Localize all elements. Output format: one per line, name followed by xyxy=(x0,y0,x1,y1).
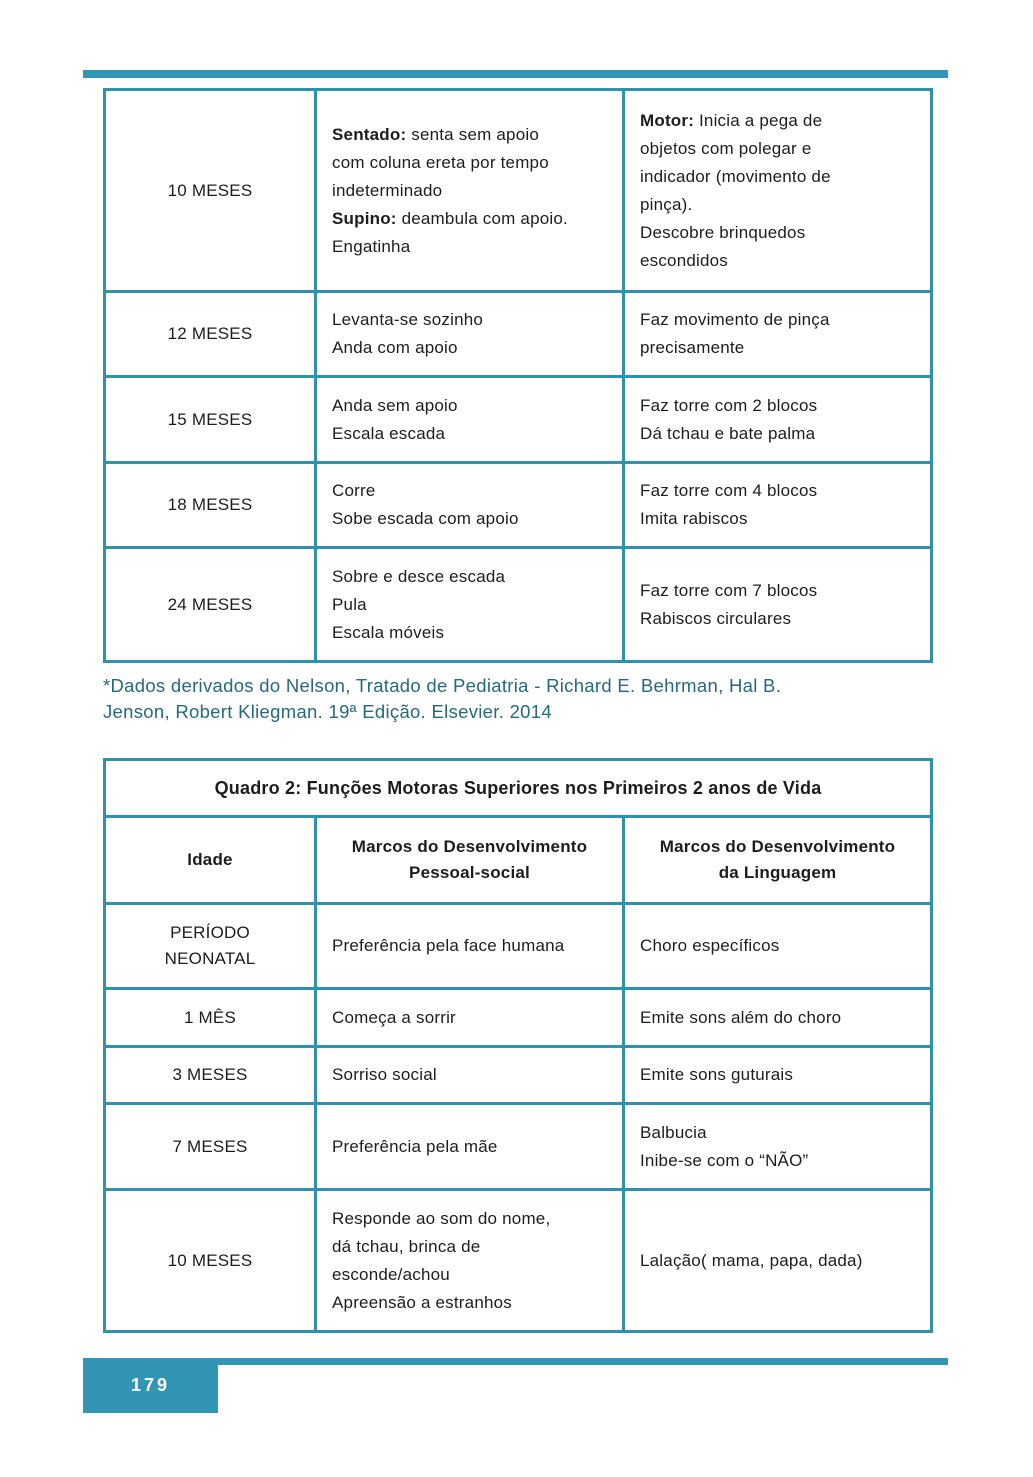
table1-row xyxy=(105,90,932,292)
age-cell: 24 MESES xyxy=(105,548,316,662)
table1-row xyxy=(105,548,932,662)
quadro2-table xyxy=(103,758,933,1333)
table2-row xyxy=(105,1104,932,1190)
age-cell: 1 MÊS xyxy=(105,989,316,1047)
motor-milestones-table xyxy=(103,88,933,663)
table1-row xyxy=(105,292,932,377)
page-number: 179 xyxy=(130,1375,171,1395)
quadro2-title: Quadro 2: Funções Motoras Superiores nos Primeiros 2 anos de Vida xyxy=(105,760,932,817)
quadro2-header-row xyxy=(105,817,932,904)
page-number-badge xyxy=(83,1358,218,1413)
milestone-cell-left: Sorriso social xyxy=(316,1047,624,1104)
milestone-cell-left: Preferência pela mãe xyxy=(316,1104,624,1190)
milestone-cell-left: Responde ao som do nome, dá tchau, brinca de esconde/achou Apreensão a estranhos xyxy=(316,1190,624,1332)
milestone-cell-right: Faz torre com 4 blocos Imita rabiscos xyxy=(624,463,932,548)
milestone-cell-right: Lalação( mama, papa, dada) xyxy=(624,1190,932,1332)
source-footnote-line: Jenson, Robert Kliegman. 19ª Edição. Elsevier. 2014 xyxy=(103,701,552,722)
milestone-cell-right: Faz movimento de pinça precisamente xyxy=(624,292,932,377)
milestone-cell-left: Preferência pela face humana xyxy=(316,904,624,989)
age-cell: 10 MESES xyxy=(105,90,316,292)
table1-row xyxy=(105,463,932,548)
age-cell: 18 MESES xyxy=(105,463,316,548)
source-footnote-line: *Dados derivados do Nelson, Tratado de Pediatria - Richard E. Behrman, Hal B. xyxy=(103,675,782,696)
age-cell: 3 MESES xyxy=(105,1047,316,1104)
column-header-1: Marcos do Desenvolvimento Pessoal-social xyxy=(316,817,624,904)
milestone-cell-right: Balbucia Inibe-se com o “NÃO” xyxy=(624,1104,932,1190)
milestone-cell-right: Choro específicos xyxy=(624,904,932,989)
column-header-0: Idade xyxy=(105,817,316,904)
top-divider-line xyxy=(83,70,948,78)
milestone-cell-right: Emite sons guturais xyxy=(624,1047,932,1104)
milestone-cell-left: Começa a sorrir xyxy=(316,989,624,1047)
milestone-cell-right: Faz torre com 2 blocos Dá tchau e bate palma xyxy=(624,377,932,463)
table2-row xyxy=(105,989,932,1047)
age-cell: PERÍODO NEONATAL xyxy=(105,904,316,989)
milestone-cell-right: Faz torre com 7 blocos Rabiscos circulares xyxy=(624,548,932,662)
milestone-cell-right: Emite sons além do choro xyxy=(624,989,932,1047)
table2-row xyxy=(105,1190,932,1332)
milestone-cell-left: Corre Sobe escada com apoio xyxy=(316,463,624,548)
milestone-cell-left: Sentado: senta sem apoio com coluna ereta por tempo indeterminado Supino: deambula com apoio. Engatinha xyxy=(316,90,624,292)
source-footnote xyxy=(103,673,963,725)
table2-row xyxy=(105,1047,932,1104)
age-cell: 12 MESES xyxy=(105,292,316,377)
milestone-cell-left: Anda sem apoio Escala escada xyxy=(316,377,624,463)
milestone-cell-left: Sobre e desce escada Pula Escala móveis xyxy=(316,548,624,662)
quadro2-title-row xyxy=(105,760,932,817)
milestone-cell-right: Motor: Inicia a pega de objetos com polegar e indicador (movimento de pinça). Descobre brinquedos escondidos xyxy=(624,90,932,292)
age-cell: 15 MESES xyxy=(105,377,316,463)
age-cell: 7 MESES xyxy=(105,1104,316,1190)
column-header-2: Marcos do Desenvolvimento da Linguagem xyxy=(624,817,932,904)
age-cell: 10 MESES xyxy=(105,1190,316,1332)
milestone-cell-left: Levanta-se sozinho Anda com apoio xyxy=(316,292,624,377)
table1-row xyxy=(105,377,932,463)
table2-row xyxy=(105,904,932,989)
